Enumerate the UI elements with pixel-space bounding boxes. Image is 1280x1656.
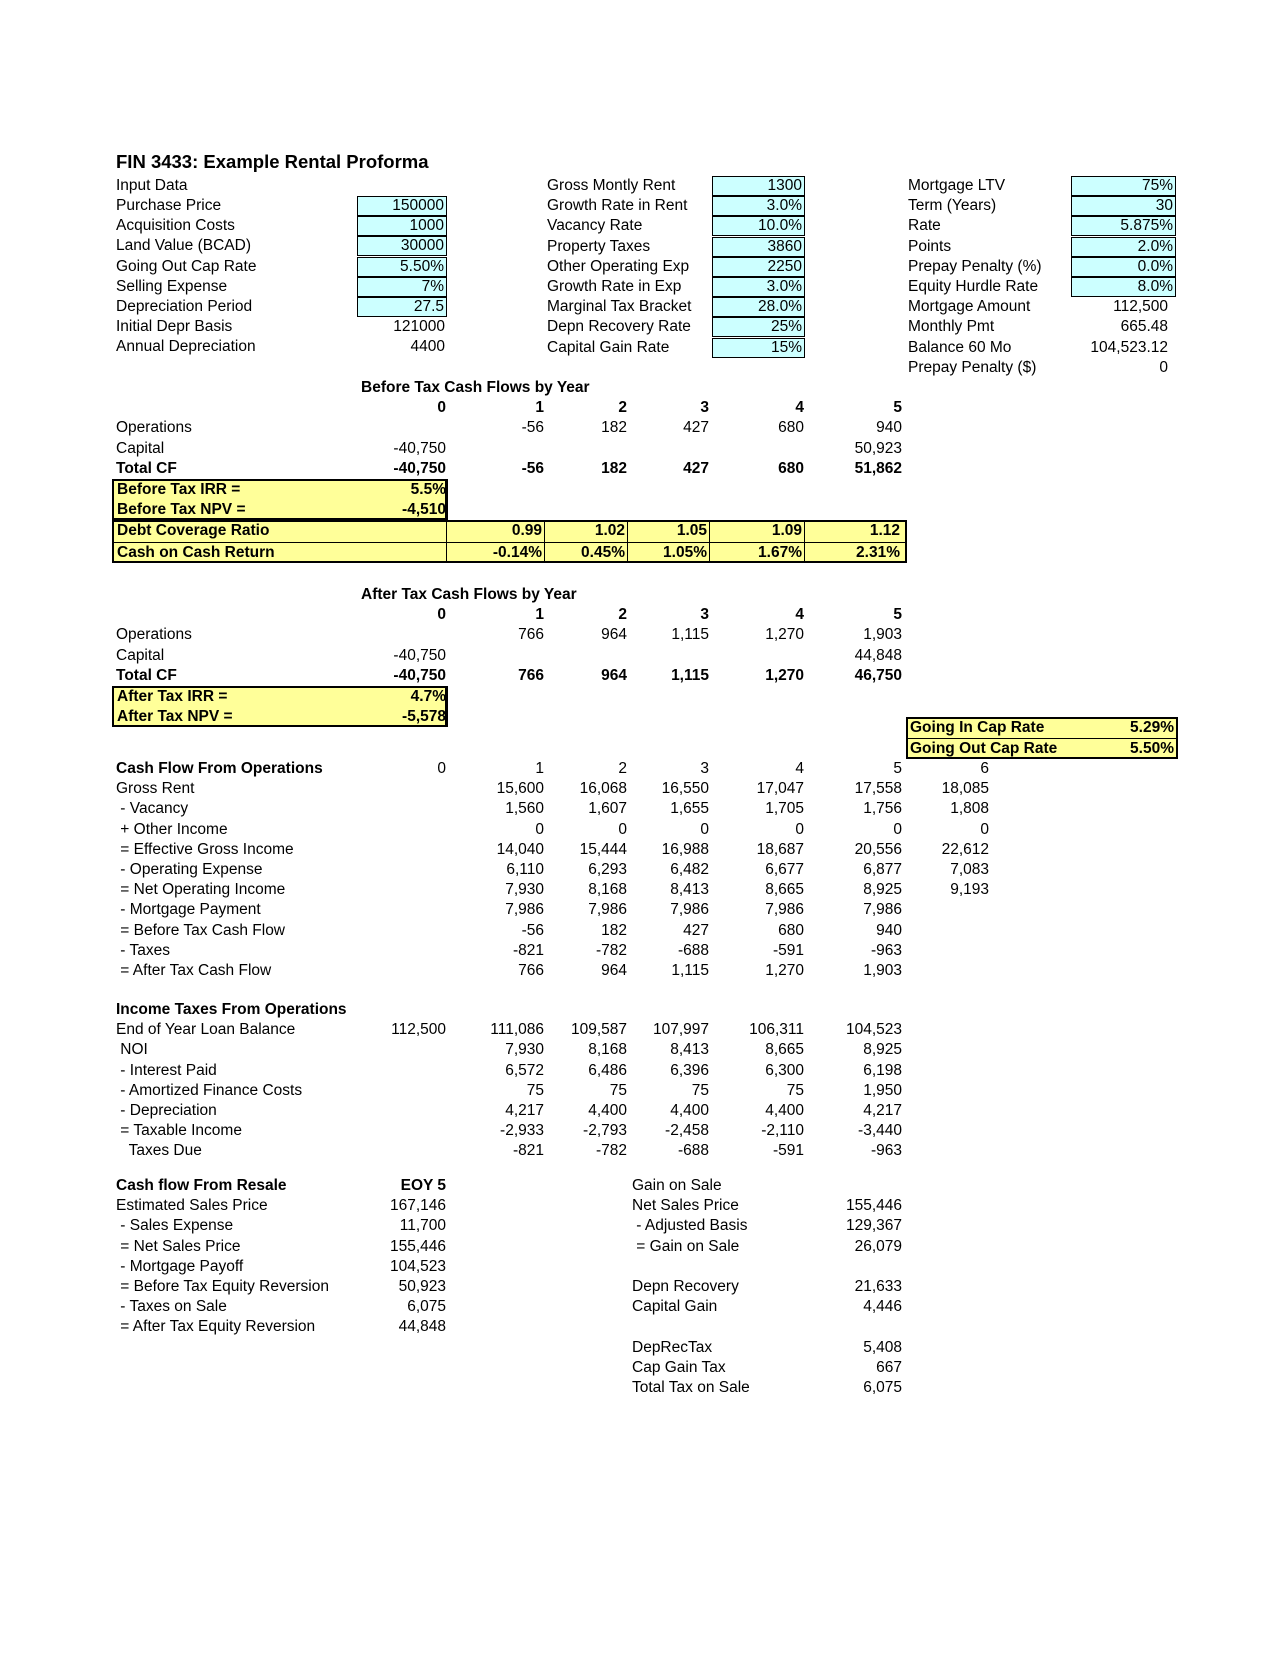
gain-value: 667 <box>876 1358 902 1376</box>
cfo-value: 1,705 <box>765 800 804 818</box>
page-title: FIN 3433: Example Rental Proforma <box>116 151 429 172</box>
cfo-value: -782 <box>595 941 627 959</box>
dcr-value: 1.12 <box>869 522 900 540</box>
atcf-heading: After Tax Cash Flows by Year <box>361 586 577 603</box>
row-label: Total CF <box>116 459 177 477</box>
ito-value: 6,396 <box>670 1061 709 1079</box>
input-label: Mortgage LTV <box>908 177 1006 194</box>
irr-label: After Tax IRR = <box>117 688 228 705</box>
input-field[interactable]: 10.0% <box>712 216 805 236</box>
cf-value: 964 <box>601 626 627 644</box>
year-header: 3 <box>700 760 709 777</box>
ito-value: 4,400 <box>588 1102 627 1119</box>
cfo-value: 8,168 <box>588 881 627 899</box>
year-header: 1 <box>535 760 544 777</box>
ito-value: 4,400 <box>765 1102 804 1119</box>
cfo-value: 7,986 <box>670 901 709 919</box>
ratios-col-divider <box>804 520 805 562</box>
cf-value: 427 <box>683 419 709 437</box>
cfo-value: 1,560 <box>505 800 544 818</box>
coc-label: Cash on Cash Return <box>117 543 275 561</box>
row-label: - Mortgage Payoff <box>116 1257 244 1275</box>
row-label: Net Sales Price <box>632 1197 739 1215</box>
resale-value: 50,923 <box>398 1278 446 1295</box>
input-field[interactable]: 8.0% <box>1071 277 1176 297</box>
input-field[interactable]: 25% <box>712 317 805 337</box>
ito-value: 1,950 <box>863 1081 902 1099</box>
cf-value: 50,923 <box>854 439 902 457</box>
npv-value: -5,578 <box>402 708 446 726</box>
gain-value: 21,633 <box>854 1278 902 1295</box>
cf-value: 44,848 <box>854 646 902 664</box>
cfo-value: 6,293 <box>588 861 627 878</box>
ito-value: -963 <box>870 1142 902 1160</box>
year-header: 1 <box>535 399 544 417</box>
row-label: Operations <box>116 419 192 437</box>
coc-value: 2.31% <box>856 543 900 561</box>
ito-value: 6,300 <box>765 1061 804 1079</box>
row-label: Estimated Sales Price <box>116 1197 268 1215</box>
row-label: = Gain on Sale <box>632 1237 740 1255</box>
cfo-value: 6,110 <box>506 861 544 878</box>
input-label: Growth Rate in Exp <box>547 278 682 295</box>
row-label: - Amortized Finance Costs <box>116 1081 303 1099</box>
year-header: 6 <box>980 760 989 777</box>
row-label: Capital <box>116 646 165 664</box>
year-header: 5 <box>893 606 902 624</box>
computed-value: 665.48 <box>1120 318 1168 336</box>
input-label: Depn Recovery Rate <box>547 318 691 336</box>
computed-value: 121000 <box>393 318 445 336</box>
cfo-value: 15,444 <box>579 840 627 858</box>
cfo-value: 17,047 <box>756 780 804 798</box>
row-label: - Adjusted Basis <box>632 1217 748 1235</box>
input-field[interactable]: 15% <box>712 338 805 358</box>
input-label: Prepay Penalty (%) <box>908 257 1042 275</box>
row-label: = Effective Gross Income <box>116 840 294 858</box>
cfo-value: -821 <box>512 941 544 959</box>
row-label: = Net Operating Income <box>116 881 286 899</box>
cfo-value: 940 <box>876 921 902 939</box>
input-label: Going Out Cap Rate <box>116 257 257 275</box>
gain-value: 6,075 <box>863 1379 902 1396</box>
cfo-value: 22,612 <box>941 840 989 858</box>
row-label: Cap Gain Tax <box>632 1358 726 1376</box>
cf-value: 766 <box>518 626 544 644</box>
npv-label: After Tax NPV = <box>117 708 233 726</box>
year-header: 5 <box>893 399 902 417</box>
input-label: Initial Depr Basis <box>116 318 233 336</box>
input-field[interactable]: 2250 <box>712 257 805 277</box>
row-label: + Other Income <box>116 820 228 838</box>
computed-value: 4400 <box>410 338 445 356</box>
input-field[interactable]: 7% <box>357 277 447 297</box>
row-label: Capital <box>116 439 165 457</box>
input-field[interactable]: 3860 <box>712 237 805 257</box>
cfo-value: 8,665 <box>765 881 804 899</box>
ito-value: 75 <box>526 1081 544 1099</box>
cfo-value: 0 <box>893 820 902 838</box>
box-divider <box>445 686 447 727</box>
cfo-value: -963 <box>870 941 902 959</box>
cf-value: 964 <box>601 666 627 684</box>
input-label: Monthly Pmt <box>908 318 995 336</box>
ito-value: 8,925 <box>863 1041 902 1059</box>
dcr-label: Debt Coverage Ratio <box>117 522 270 540</box>
cfo-value: -56 <box>521 921 544 939</box>
ito-value: 7,930 <box>505 1041 544 1059</box>
input-label: Mortgage Amount <box>908 298 1031 316</box>
coc-value: 1.05% <box>663 543 707 561</box>
cf-value: -40,750 <box>393 666 446 684</box>
cf-value: 182 <box>601 419 627 437</box>
input-field[interactable]: 150000 <box>357 196 447 216</box>
input-label: Property Taxes <box>547 237 651 255</box>
input-field[interactable]: 0.0% <box>1071 257 1176 277</box>
resale-value: 104,523 <box>389 1257 446 1275</box>
cfo-value: 1,903 <box>863 962 902 979</box>
coc-value: 0.45% <box>581 543 625 561</box>
ito-value: -591 <box>772 1142 804 1160</box>
ito-value: 6,198 <box>863 1061 902 1079</box>
cfo-value: 7,986 <box>505 901 544 919</box>
input-label: Balance 60 Mo <box>908 338 1012 356</box>
year-header: 2 <box>618 399 627 417</box>
cfo-value: 8,413 <box>670 881 709 899</box>
row-label: - Depreciation <box>116 1102 217 1119</box>
going-in-cap-value: 5.29% <box>1130 719 1174 736</box>
gain-value: 155,446 <box>845 1197 902 1215</box>
input-field[interactable]: 3.0% <box>712 196 805 216</box>
input-label: Purchase Price <box>116 197 222 214</box>
gain-value: 4,446 <box>863 1298 902 1316</box>
input-label: Marginal Tax Bracket <box>547 298 692 316</box>
cfo-value: 16,988 <box>661 840 709 858</box>
year-header: 3 <box>700 606 709 624</box>
row-label: = Before Tax Cash Flow <box>116 921 286 939</box>
cfo-value: 16,550 <box>661 780 709 798</box>
year-header: 0 <box>437 606 446 624</box>
row-label: DepRecTax <box>632 1338 713 1356</box>
ito-value: -688 <box>677 1142 709 1160</box>
input-field[interactable]: 27.5 <box>357 297 447 317</box>
resale-value: 155,446 <box>389 1237 446 1255</box>
going-in-cap-label: Going In Cap Rate <box>910 719 1045 736</box>
irr-value: 4.7% <box>410 688 446 705</box>
input-field[interactable]: 2.0% <box>1071 237 1176 257</box>
cf-value: 1,115 <box>671 666 709 684</box>
year-header: 0 <box>437 760 446 777</box>
row-label: - Interest Paid <box>116 1061 217 1079</box>
input-field[interactable]: 1000 <box>357 216 447 236</box>
cf-value: 766 <box>518 666 544 684</box>
year-header: 4 <box>795 760 804 777</box>
ratios-col-divider <box>709 520 710 562</box>
cfo-heading: Cash Flow From Operations <box>116 760 323 777</box>
ito-value: 111,086 <box>490 1021 544 1039</box>
coc-value: -0.14% <box>492 543 542 561</box>
year-header: 1 <box>535 606 544 624</box>
row-label: Operations <box>116 626 192 644</box>
input-label: Gross Montly Rent <box>547 177 676 194</box>
cfo-value: 6,877 <box>863 861 902 878</box>
box-divider <box>445 479 447 520</box>
cf-value: 46,750 <box>854 666 902 684</box>
row-label: - Operating Expense <box>116 861 263 878</box>
irr-label: Before Tax IRR = <box>117 481 241 498</box>
ito-value: -2,110 <box>761 1122 804 1140</box>
cfo-value: -688 <box>677 941 709 959</box>
input-data-label: Input Data <box>116 177 188 194</box>
input-label: Rate <box>908 217 941 235</box>
ito-value: 107,997 <box>652 1021 709 1039</box>
coc-value: 1.67% <box>758 543 802 561</box>
input-label: Prepay Penalty ($) <box>908 358 1037 376</box>
ito-value: 6,486 <box>588 1061 627 1079</box>
resale-value: 167,146 <box>389 1197 446 1215</box>
ratios-col-divider <box>446 520 447 562</box>
ito-value: 106,311 <box>749 1021 804 1039</box>
ito-value: 75 <box>786 1081 804 1099</box>
gain-value: 5,408 <box>863 1338 902 1356</box>
cf-value: 680 <box>778 419 804 437</box>
input-label: Depreciation Period <box>116 298 253 315</box>
input-field[interactable]: 75% <box>1071 176 1176 196</box>
cf-value: -40,750 <box>393 646 446 664</box>
gain-heading: Gain on Sale <box>632 1177 722 1194</box>
input-field[interactable]: 3.0% <box>712 277 805 297</box>
cfo-value: 680 <box>778 921 804 939</box>
cfo-value: 18,085 <box>941 780 989 798</box>
ito-value: 75 <box>609 1081 627 1099</box>
row-label: End of Year Loan Balance <box>116 1021 296 1039</box>
cfo-value: 16,068 <box>579 780 627 798</box>
cfo-value: -591 <box>772 941 804 959</box>
ito-heading: Income Taxes From Operations <box>116 1001 347 1018</box>
ito-value: 6,572 <box>505 1061 544 1079</box>
year-header: 0 <box>437 399 446 417</box>
cfo-value: 1,607 <box>588 800 627 818</box>
irr-value: 5.5% <box>410 481 446 498</box>
cf-value: -40,750 <box>393 439 446 457</box>
cfo-value: 7,083 <box>950 861 989 878</box>
row-label: - Taxes <box>116 941 170 959</box>
ito-value: 4,217 <box>863 1102 902 1119</box>
ito-value: 4,217 <box>505 1102 544 1119</box>
cfo-value: 20,556 <box>854 840 902 858</box>
ito-value: -3,440 <box>858 1122 902 1140</box>
npv-label: Before Tax NPV = <box>117 501 246 519</box>
btcf-heading: Before Tax Cash Flows by Year <box>361 379 590 396</box>
row-label: = Taxable Income <box>116 1122 242 1140</box>
cfo-value: 1,270 <box>765 962 804 979</box>
input-field[interactable]: 30000 <box>357 236 447 256</box>
cfo-value: 0 <box>618 820 627 838</box>
input-label: Other Operating Exp <box>547 257 690 275</box>
cf-value: -56 <box>521 459 544 477</box>
cfo-value: 1,756 <box>863 800 902 818</box>
cfo-value: 964 <box>601 962 627 979</box>
input-label: Selling Expense <box>116 277 228 295</box>
dcr-value: 1.09 <box>771 522 802 540</box>
gain-value: 26,079 <box>854 1237 902 1255</box>
npv-value: -4,510 <box>402 501 446 519</box>
cf-value: 1,270 <box>765 666 804 684</box>
cfo-value: 9,193 <box>950 881 989 899</box>
ito-value: 4,400 <box>670 1102 709 1119</box>
resale-value: 11,700 <box>399 1217 446 1235</box>
cf-value: 51,862 <box>854 459 902 477</box>
cf-value: 1,270 <box>765 626 804 644</box>
ito-value: 8,665 <box>765 1041 804 1059</box>
input-field[interactable]: 5.875% <box>1071 216 1176 236</box>
year-header: 4 <box>795 399 804 417</box>
cfo-value: 0 <box>535 820 544 838</box>
input-label: Capital Gain Rate <box>547 338 670 356</box>
cfo-value: 15,600 <box>496 780 544 798</box>
input-field[interactable]: 1300 <box>712 176 805 196</box>
ito-value: 112,500 <box>391 1021 446 1039</box>
cfo-value: 6,677 <box>765 861 804 878</box>
cf-value: 182 <box>601 459 627 477</box>
row-label: - Sales Expense <box>116 1217 234 1235</box>
row-label: Taxes Due <box>116 1142 202 1160</box>
year-header: 5 <box>893 760 902 777</box>
year-header: 2 <box>618 606 627 624</box>
cf-value: 680 <box>778 459 804 477</box>
cf-value: 1,903 <box>863 626 902 644</box>
input-field[interactable]: 30 <box>1071 196 1176 216</box>
ito-value: 109,587 <box>570 1021 627 1039</box>
resale-col-header: EOY 5 <box>400 1177 446 1194</box>
cf-value: 1,115 <box>671 626 709 644</box>
resale-heading: Cash flow From Resale <box>116 1177 287 1194</box>
going-out-cap-label: Going Out Cap Rate <box>910 740 1058 758</box>
computed-value: 112,500 <box>1113 298 1168 316</box>
cfo-value: 14,040 <box>496 840 544 858</box>
cf-value: -40,750 <box>393 459 446 477</box>
cfo-value: 1,655 <box>670 800 709 818</box>
year-header: 2 <box>618 760 627 777</box>
row-label: = Before Tax Equity Reversion <box>116 1278 329 1295</box>
row-label: - Mortgage Payment <box>116 901 261 919</box>
input-field[interactable]: 28.0% <box>712 297 805 317</box>
cap-rate-divider <box>906 738 1178 739</box>
cfo-value: 427 <box>683 921 709 939</box>
resale-value: 6,075 <box>407 1298 446 1316</box>
cfo-value: 8,925 <box>863 881 902 899</box>
row-label: Total Tax on Sale <box>632 1379 750 1396</box>
input-label: Annual Depreciation <box>116 338 256 356</box>
row-label: = Net Sales Price <box>116 1237 241 1255</box>
year-header: 4 <box>795 606 804 624</box>
cfo-value: 7,986 <box>863 901 902 919</box>
year-header: 3 <box>700 399 709 417</box>
input-label: Points <box>908 237 952 255</box>
ito-value: 75 <box>691 1081 709 1099</box>
row-label: Depn Recovery <box>632 1278 739 1295</box>
row-label: Gross Rent <box>116 780 195 798</box>
dcr-value: 0.99 <box>511 522 542 540</box>
going-out-cap-value: 5.50% <box>1130 740 1174 758</box>
ito-value: 8,413 <box>670 1041 709 1059</box>
ito-value: -2,933 <box>500 1122 544 1140</box>
dcr-value: 1.02 <box>594 522 625 540</box>
ito-value: -782 <box>595 1142 627 1160</box>
cfo-value: 766 <box>518 962 544 979</box>
input-label: Land Value (BCAD) <box>116 237 251 255</box>
input-field[interactable]: 5.50% <box>357 257 447 277</box>
cfo-value: 17,558 <box>854 780 902 798</box>
input-label: Equity Hurdle Rate <box>908 278 1039 295</box>
dcr-value: 1.05 <box>676 522 707 540</box>
cf-value: 427 <box>683 459 709 477</box>
cfo-value: 18,687 <box>756 840 804 858</box>
ito-value: -2,458 <box>665 1122 709 1140</box>
input-label: Growth Rate in Rent <box>547 197 688 215</box>
cfo-value: 6,482 <box>670 861 709 878</box>
row-label: NOI <box>116 1041 148 1059</box>
row-label: = After Tax Equity Reversion <box>116 1318 316 1336</box>
ratios-divider <box>112 542 907 543</box>
cfo-value: 1,808 <box>950 800 989 818</box>
row-label: Total CF <box>116 666 177 684</box>
computed-value: 0 <box>1159 358 1168 376</box>
cf-value: -56 <box>521 419 544 437</box>
row-label: = After Tax Cash Flow <box>116 962 272 979</box>
row-label: - Vacancy <box>116 800 189 818</box>
cfo-value: 182 <box>601 921 627 939</box>
ratios-col-divider <box>544 520 545 562</box>
row-label: - Taxes on Sale <box>116 1298 227 1316</box>
input-label: Term (Years) <box>908 197 997 215</box>
ito-value: 104,523 <box>845 1021 902 1039</box>
row-label: Capital Gain <box>632 1298 718 1316</box>
cfo-value: 7,986 <box>588 901 627 919</box>
ito-value: -2,793 <box>583 1122 627 1140</box>
cfo-value: 0 <box>980 820 989 838</box>
cfo-value: 0 <box>700 820 709 838</box>
gain-value: 129,367 <box>845 1217 902 1235</box>
input-label: Vacancy Rate <box>547 217 643 235</box>
input-label: Acquisition Costs <box>116 217 235 235</box>
cfo-value: 7,986 <box>765 901 804 919</box>
computed-value: 104,523.12 <box>1090 338 1168 356</box>
ito-value: 8,168 <box>588 1041 627 1059</box>
cfo-value: 0 <box>795 820 804 838</box>
cfo-value: 1,115 <box>671 962 709 979</box>
resale-value: 44,848 <box>398 1318 446 1336</box>
cf-value: 940 <box>876 419 902 437</box>
ito-value: -821 <box>512 1142 544 1160</box>
cfo-value: 7,930 <box>505 881 544 899</box>
ratios-col-divider <box>627 520 628 562</box>
